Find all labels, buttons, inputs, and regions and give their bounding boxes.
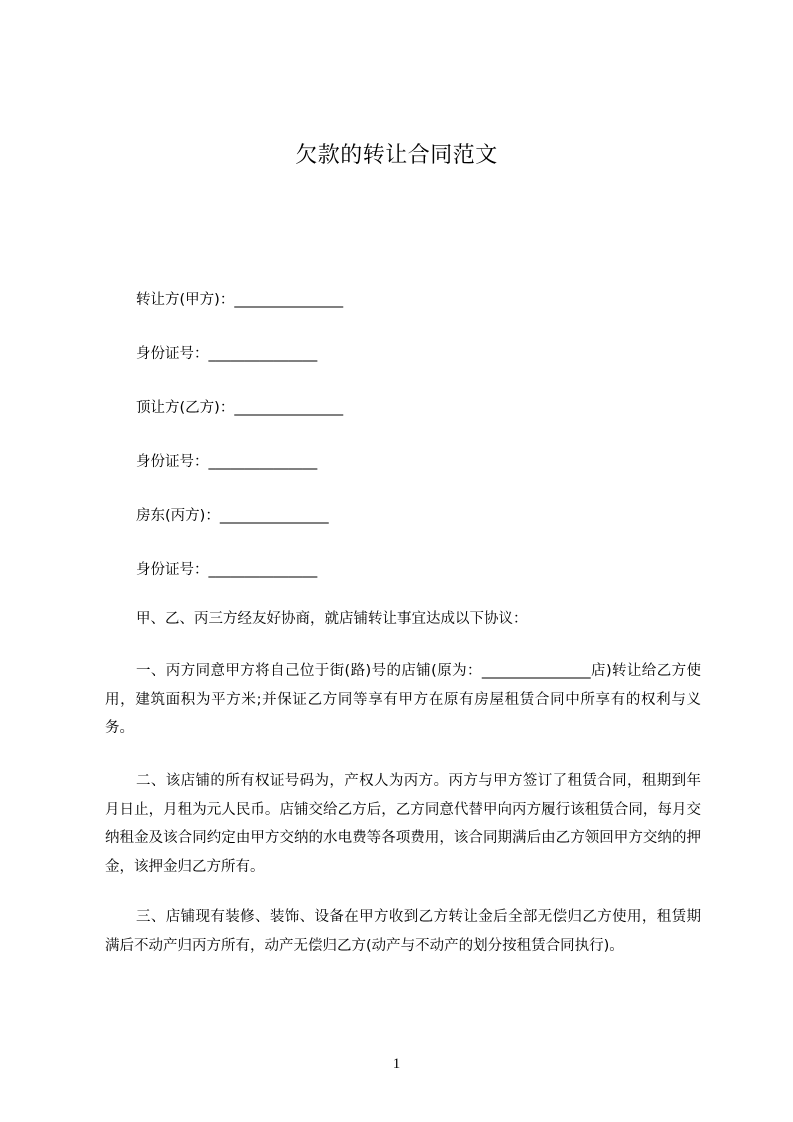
clause-3: 三、店铺现有装修、装饰、设备在甲方收到乙方转让金后全部无偿归乙方使用，租赁期满后不动产归丙方所有，动产无偿归乙方(动产与不动产的划分按租赁合同执行)。 bbox=[105, 909, 701, 954]
transferee-field: 顶让方(乙方)：_______________ bbox=[136, 400, 344, 416]
landlord-field: 房东(丙方)：_______________ bbox=[136, 508, 329, 524]
landlord-id-field: 身份证号：_______________ bbox=[136, 562, 318, 578]
transferor-id-field: 身份证号：_______________ bbox=[136, 346, 318, 362]
clause-2: 二、该店铺的所有权证号码为，产权人为丙方。丙方与甲方签订了租赁合同，租期到年月日止，月租为元人民币。店铺交给乙方后，乙方同意代替甲向丙方履行该租赁合同，每月交纳租金及该合同约定由甲方交纳的水电费等各项费用，该合同期满后由乙方领回甲方交纳的押金，该押金归乙方所有。 bbox=[105, 773, 701, 875]
page-number: 1 bbox=[392, 1056, 401, 1072]
clause-1: 一、丙方同意甲方将自己位于街(路)号的店铺(原为：_______________店)转让给乙方使用，建筑面积为平方米;并保证乙方同等享有甲方在原有房屋租赁合同中所享有的权利与义务。 bbox=[105, 663, 701, 736]
document-title: 欠款的转让合同范文 bbox=[295, 143, 498, 168]
transferor-field: 转让方(甲方)：_______________ bbox=[136, 292, 344, 308]
agreement-intro: 甲、乙、丙三方经友好协商，就店铺转让事宜达成以下协议： bbox=[136, 611, 528, 627]
transferee-id-field: 身份证号：_______________ bbox=[136, 454, 318, 470]
